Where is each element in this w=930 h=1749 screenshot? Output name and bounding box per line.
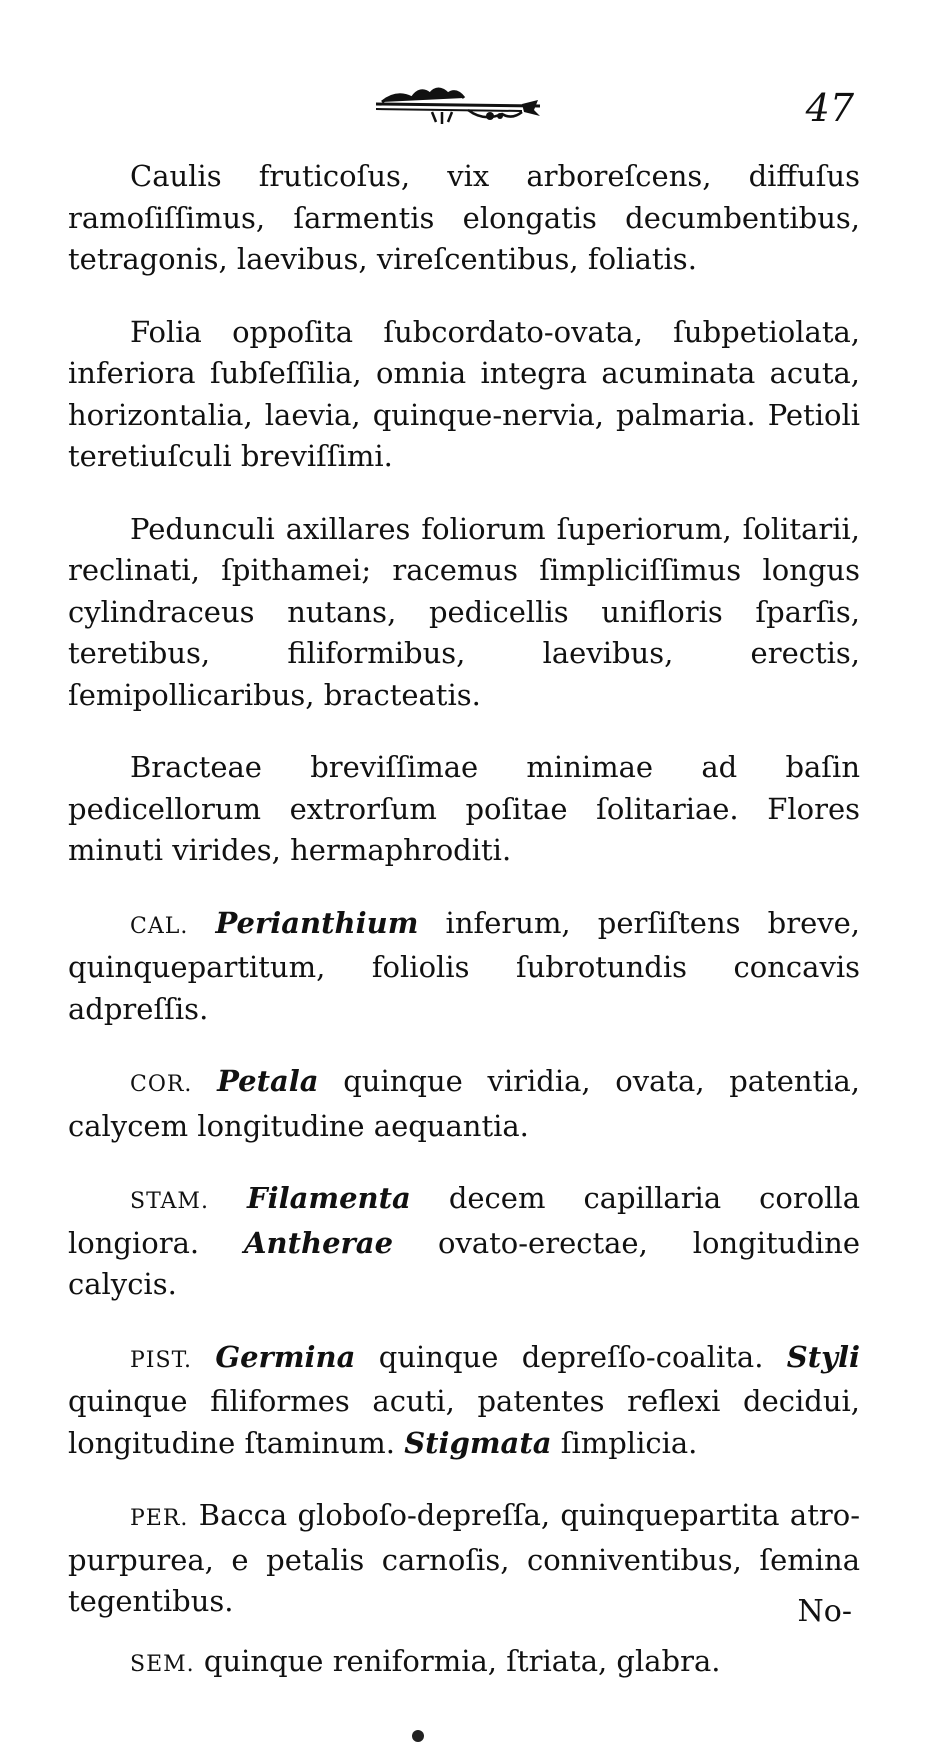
paragraph-calyx <box>68 903 860 1031</box>
stamens-text-1: decem capillaria corolla longiora. <box>68 1181 860 1260</box>
paragraph-folia: Folia oppoſita ſubcordato-ovata, ſubpetiolata, inferiora ſubſeſſilia, omnia integra acuminata acuta, horizontalia, laevia, quinque-nervia, palmaria. Petioli teretiuſculi breviſſimi. <box>68 314 860 473</box>
term-styli: Styli <box>786 1339 861 1374</box>
body-text <box>68 156 860 1716</box>
pistil-text-1: quinque depreſſo-coalita. <box>355 1339 787 1374</box>
section-label-pist: PIST. <box>130 1347 192 1373</box>
paragraph-corolla <box>68 1061 860 1147</box>
ink-dot <box>412 1730 424 1742</box>
paragraph-semen <box>68 1641 860 1686</box>
pistil-text-2: quinque filiformes acuti, patentes reflexi decidui, longitudine ſtaminum. <box>68 1384 860 1460</box>
section-label-sem: SEM. <box>130 1651 195 1677</box>
catchword: No- <box>797 1594 852 1629</box>
section-label-cal: CAL. <box>130 913 189 939</box>
term-stigmata: Stigmata <box>404 1425 552 1460</box>
paragraph-pistil <box>68 1337 860 1465</box>
paragraph-pedunculi: Pedunculi axillares foliorum ſuperiorum, ſolitarii, reclinati, ſpithamei; racemus ſimpliciſſimus longus cylindraceus nutans, pedicellis unifloris ſparſis, teretibus, filiformibus, laevibus, erectis, ſemipollicaribus, bracteatis. <box>68 511 860 712</box>
paragraph-stamens <box>68 1178 860 1306</box>
term-petala: Petala <box>217 1064 319 1098</box>
section-label-cor: COR. <box>130 1072 193 1097</box>
section-label-per: PER. <box>130 1506 189 1531</box>
section-label-stam: STAM. <box>130 1189 209 1214</box>
term-filamenta: Filamenta <box>246 1181 411 1215</box>
page-header <box>0 82 930 132</box>
paragraph-pericarp <box>68 1495 860 1623</box>
term-antherae: Antherae <box>244 1225 394 1260</box>
semen-text: quinque reniformia, ſtriata, glabra. <box>203 1643 721 1678</box>
term-germina: Germina <box>215 1339 356 1374</box>
corolla-text: quinque viridia, ovata, patentia, calycem longitudine aequantia. <box>68 1064 860 1143</box>
floral-ornament-icon <box>372 82 542 128</box>
term-perianthium: Perianthium <box>215 905 419 940</box>
paragraph-caulis: Caulis fruticoſus, vix arboreſcens, diffuſus ramoſiſſimus, ſarmentis elongatis decumbentibus, tetragonis, laevibus, vireſcentibus, foliatis. <box>68 159 860 276</box>
page-number: 47 <box>805 86 854 130</box>
calyx-text: inferum, perſiſtens breve, quinquepartitum, foliolis ſubrotundis concavis adpreſſis. <box>68 905 861 1026</box>
paragraph-bracteae: Bracteae breviſſimae minimae ad baſin pedicellorum extrorſum poſitae ſolitariae. Flores minuti virides, hermaphroditi. <box>68 750 860 867</box>
pistil-text-3: ſimplicia. <box>551 1425 698 1460</box>
pericarp-text: Bacca globoſo-depreſſa, quinquepartita atro-purpurea, e petalis carnoſis, conniventibus, ſemina tegentibus. <box>68 1498 860 1618</box>
stamens-text-2: ovato-erectae, longitudine calycis. <box>68 1225 860 1301</box>
